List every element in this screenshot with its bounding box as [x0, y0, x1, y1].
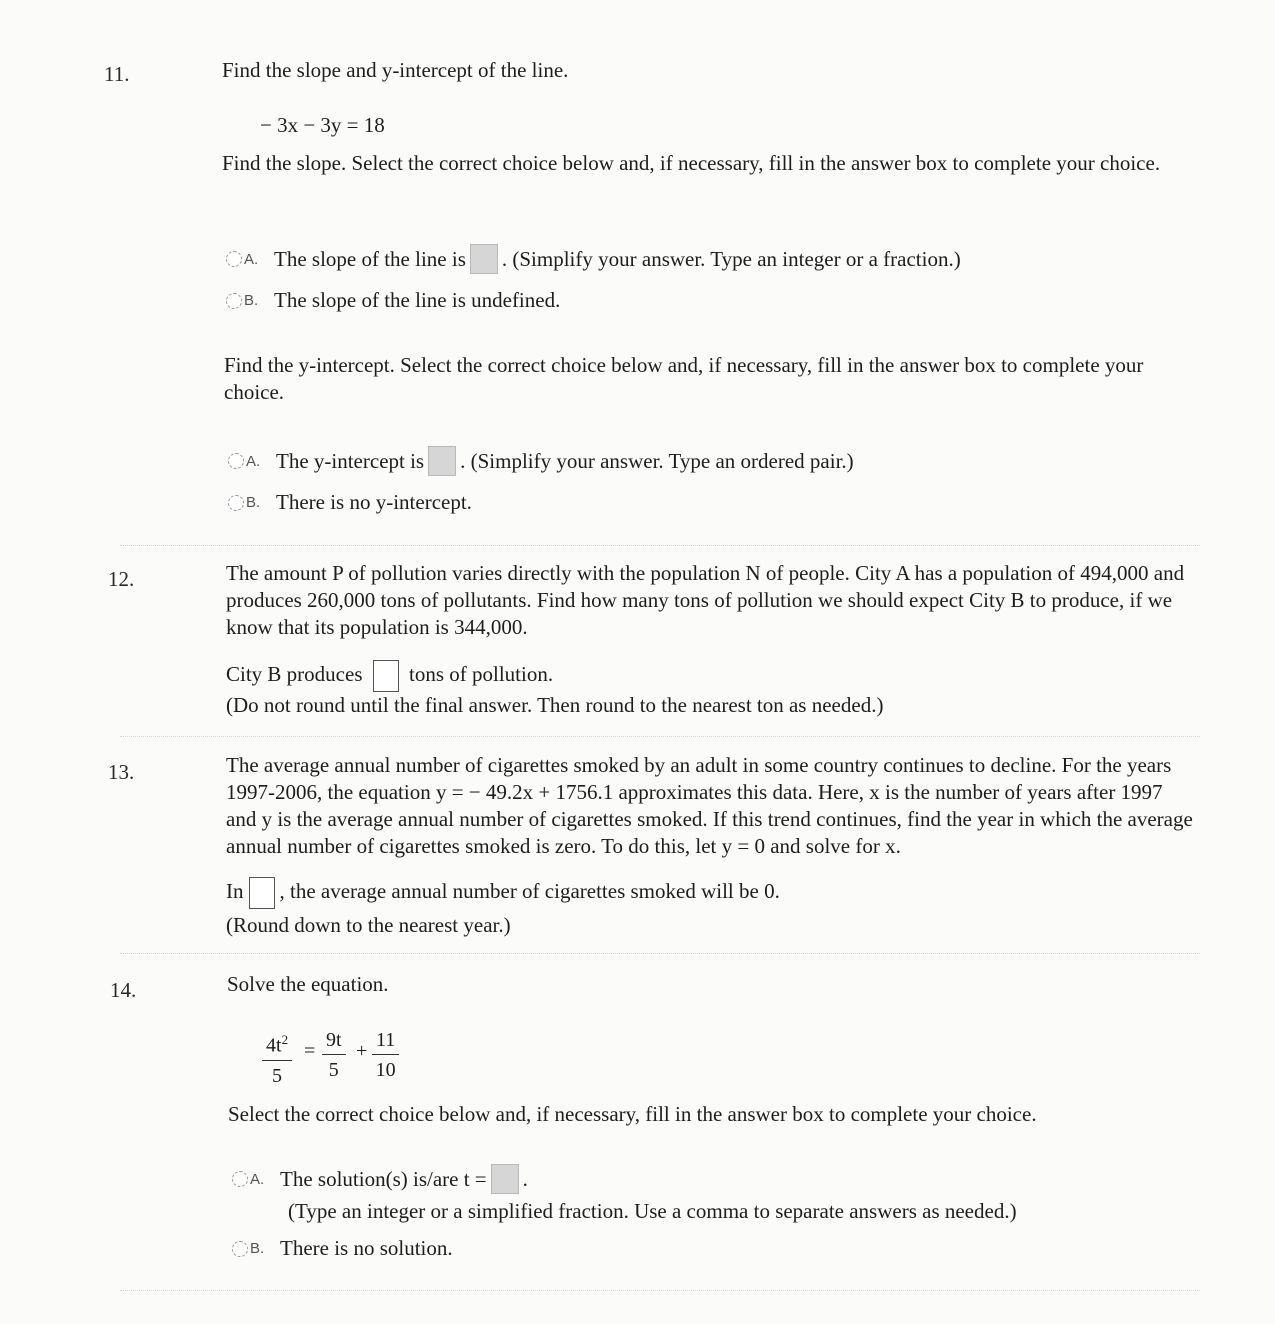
fraction-left — [262, 1026, 292, 1091]
fraction-middle — [322, 1026, 346, 1085]
plus-sign: + — [356, 1040, 368, 1062]
q13-answer-box[interactable] — [249, 877, 275, 909]
q11-intercept-choice-a[interactable] — [228, 446, 854, 476]
choice-text: The solution(s) is/are t = — [280, 1166, 487, 1191]
denominator: 5 — [272, 1064, 283, 1087]
radio-button[interactable] — [228, 495, 244, 511]
q11-intercept-instruction: Find the y-intercept. Select the correct choice below and, if necessary, fill in the answer box to complete your choice. — [224, 353, 1144, 404]
numerator: 11 — [372, 1026, 399, 1055]
q12-answer-box[interactable] — [373, 660, 399, 692]
denominator: 10 — [375, 1059, 396, 1081]
radio-button[interactable] — [232, 1241, 248, 1257]
q11-equation: − 3x − 3y = 18 — [260, 113, 385, 137]
choice-letter: A. — [244, 250, 259, 268]
q12-note: (Do not round until the final answer. Then round to the nearest ton as needed.) — [226, 693, 884, 717]
question-number-11: 11. — [104, 62, 130, 86]
choice-letter: B. — [250, 1240, 265, 1257]
q13-note: (Round down to the nearest year.) — [226, 913, 511, 937]
choice-text-after: . (Simplify your answer. Type an integer or a fraction.) — [501, 246, 961, 271]
question-number-14: 14. — [110, 978, 137, 1002]
q11-slope-choice-a[interactable] — [226, 244, 961, 274]
q14-choice-b[interactable] — [232, 1236, 453, 1261]
choice-text: There is no solution. — [280, 1236, 453, 1260]
q11-slope-choice-b[interactable] — [226, 288, 560, 313]
radio-button[interactable] — [226, 251, 242, 267]
q13-answer-after: , the average annual number of cigarettes smoked will be 0. — [279, 879, 780, 903]
divider — [120, 1290, 1200, 1291]
question-number-12: 12. — [108, 567, 135, 591]
divider — [120, 736, 1200, 737]
divider — [120, 953, 1200, 954]
q14-choice-a[interactable] — [232, 1164, 528, 1194]
choice-letter: B. — [246, 494, 261, 511]
q12-text: The amount P of pollution varies directly with the population N of people. City A has a population of 494,000 and produces 260,000 tons of pollutants. Find how many tons of pollution we should expect City B to produce, if we know that its population is 344,000. — [226, 561, 1185, 639]
q11-slope-instruction: Find the slope. Select the correct choice below and, if necessary, fill in the answer box to complete your choice. — [222, 151, 1161, 175]
denominator: 5 — [328, 1059, 339, 1081]
numerator: 9t — [322, 1026, 346, 1055]
q14-choice-a-note: (Type an integer or a simplified fraction. Use a comma to separate answers as needed.) — [288, 1199, 1017, 1223]
choice-text: There is no y-intercept. — [276, 490, 472, 514]
fraction-right — [372, 1026, 399, 1085]
q14-instruction: Select the correct choice below and, if necessary, fill in the answer box to complete your choice. — [228, 1102, 1037, 1126]
radio-button[interactable] — [226, 293, 242, 309]
choice-text-after: . — [522, 1166, 528, 1191]
radio-button[interactable] — [232, 1171, 248, 1187]
q12-answer-before: City B produces — [226, 662, 363, 686]
choice-text: The y-intercept is — [276, 448, 425, 473]
choice-text: The slope of the line is undefined. — [274, 288, 561, 312]
choice-letter: B. — [244, 292, 259, 309]
radio-button[interactable] — [228, 453, 244, 469]
choice-letter: A. — [250, 1170, 265, 1188]
q13-answer-before: In — [226, 879, 244, 903]
q13-text: The average annual number of cigarettes smoked by an adult in some country continues to decline. For the years 1997-2006, the equation y = − 49.2x + 1756.1 approximates this data. Here, x is the number of years after 1997 and y is the average annual number of cigarettes smoked. If this trend continues, find the year in which the average annual number of cigarettes smoked is zero. To do this, let y = 0 and solve for x. — [226, 753, 1193, 858]
slope-answer-box[interactable] — [470, 244, 498, 274]
equals-sign: = — [304, 1040, 316, 1062]
choice-text: The slope of the line is — [274, 246, 466, 271]
numerator: $4t^2$ — [262, 1026, 292, 1061]
q12-answer-line — [226, 660, 553, 692]
q12-answer-after: tons of pollution. — [409, 662, 554, 686]
solution-answer-box[interactable] — [491, 1164, 519, 1194]
q13-answer-line — [226, 877, 780, 909]
intercept-answer-box[interactable] — [428, 446, 456, 476]
choice-text-after: . (Simplify your answer. Type an ordered pair.) — [460, 448, 854, 473]
choice-letter: A. — [246, 452, 261, 470]
divider — [120, 545, 1200, 546]
q11-intercept-choice-b[interactable] — [228, 490, 472, 515]
q11-prompt: Find the slope and y-intercept of the line. — [222, 58, 569, 82]
q14-prompt: Solve the equation. — [227, 972, 389, 996]
question-number-13: 13. — [108, 760, 135, 784]
